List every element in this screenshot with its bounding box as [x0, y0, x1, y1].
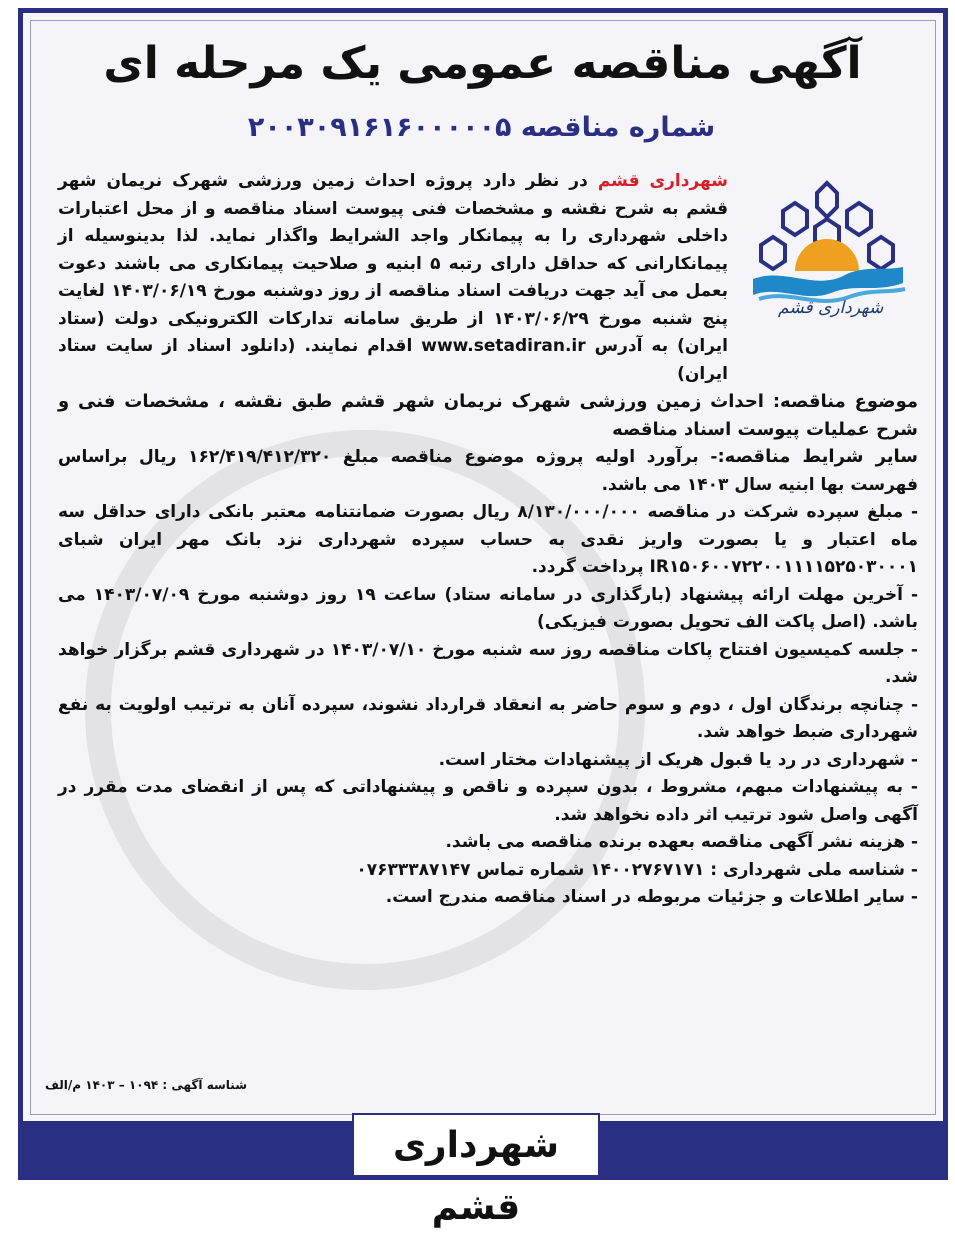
- footer-title-box: [352, 1113, 600, 1228]
- condition-item: - هزینه نشر آگهی مناقصه بعهده برنده مناقصه می باشد.: [445, 832, 918, 852]
- condition-estimate: - برآورد اولیه پروژه موضوع مناقصه مبلغ ۱۶۲/۴۱۹/۴۱۲/۳۲۰ ریال براساس فهرست بها ابنیه سال ۱۴۰۳ می باشد.: [58, 447, 918, 495]
- condition-item: - مبلغ سپرده شرکت در مناقصه ۸/۱۳۰/۰۰۰/۰۰۰ ریال بصورت ضمانتنامه معتبر بانکی دارای حداقل سه ماه اعتبار و یا بصورت واریز نقدی به حساب سپرده شهرداری نزد بانک مهر ایران شبای IR۱۵۰۶۰۰۷۲۲۰۰۱۱۱۱۵۲۵۰۳۰۰۰۱ پرداخت گردد.: [58, 502, 918, 577]
- ad-body: [58, 168, 918, 912]
- conditions-label: سایر شرایط مناقصه:: [717, 446, 918, 467]
- intro-text: در نظر دارد پروژه احداث زمین ورزشی شهرک نریمان شهر قشم به شرح نقشه و مشخصات فنی پیوست اسناد مناقصه و از محل اعتبارات داخلی شهرداری را به پیمانکار واجد الشرایط واگذار نماید. لذا بدینوسیله از پیمانکارانی که حداقل دارای رتبه ۵ ابنیه و صلاحیت پیمانکاری می باشند دعوت بعمل می آید جهت دریافت اسناد مناقصه از روز دوشنبه مورخ ۱۴۰۳/۰۶/۱۹ لغایت پنج شنبه مورخ ۱۴۰۳/۰۶/۲۹ از طریق سامانه تدارکات الکترونیکی دولت (ستاد ایران) به آدرس www.setadiran.ir اقدام نمایند. (دانلود اسناد از سایت ستاد ایران): [58, 171, 728, 384]
- tender-number: شماره مناقصه ۲۰۰۳۰۹۱۶۱۶۰۰۰۰۰۵: [247, 112, 716, 143]
- footer-title: شهرداری قشم: [392, 1125, 560, 1228]
- condition-item: - چنانچه برندگان اول ، دوم و سوم حاضر به انعقاد قرارداد نشوند، سپرده آنان به ترتیب اولویت به نفع شهرداری ضبط خواهد شد.: [58, 694, 918, 742]
- conditions-paragraph: [58, 443, 918, 499]
- condition-item: - آخرین مهلت ارائه پیشنهاد (بارگذاری در سامانه ستاد) ساعت ۱۹ روز دوشنبه مورخ ۱۴۰۳/۰۷/۰۹ می باشد. (اصل پاکت الف تحویل بصورت فیزیکی): [58, 584, 919, 632]
- ad-title: آگهی مناقصه عمومی یک مرحله ای: [103, 38, 862, 89]
- condition-item: - جلسه کمیسیون افتتاح پاکات مناقصه روز سه شنبه مورخ ۱۴۰۳/۰۷/۱۰ در شهرداری قشم برگزار خواهد شد.: [58, 639, 918, 687]
- subject-paragraph: [58, 388, 918, 443]
- subject-label: موضوع مناقصه:: [772, 391, 918, 412]
- condition-item: - شناسه ملی شهرداری : ۱۴۰۰۲۷۶۷۱۷۱ شماره تماس ۰۷۶۳۳۳۸۷۱۴۷: [356, 859, 918, 880]
- ad-id: شناسه آگهی : ۱۰۹۴ – ۱۴۰۳ م/الف: [45, 1078, 247, 1092]
- condition-item: - شهرداری در رد یا قبول هریک از پیشنهادات مختار است.: [438, 749, 918, 770]
- logo-caption: شهرداری قشم: [778, 298, 884, 318]
- condition-item: - سایر اطلاعات و جزئیات مربوطه در اسناد مناقصه مندرج است.: [385, 887, 918, 907]
- logo-spacer: [728, 168, 918, 363]
- subject-text: احداث زمین ورزشی شهرک نریمان شهر قشم طبق نقشه ، مشخصات فنی و شرح عملیات پیوست اسناد مناقصه: [58, 391, 918, 440]
- municipality-name-highlight: شهرداری قشم: [597, 171, 728, 191]
- condition-item: - به پیشنهادات مبهم، مشروط ، بدون سپرده و ناقص و پیشنهاداتی که پس از انقضای مدت مقرر در آگهی واصل شود ترتیب اثر داده نخواهد شد.: [58, 777, 918, 825]
